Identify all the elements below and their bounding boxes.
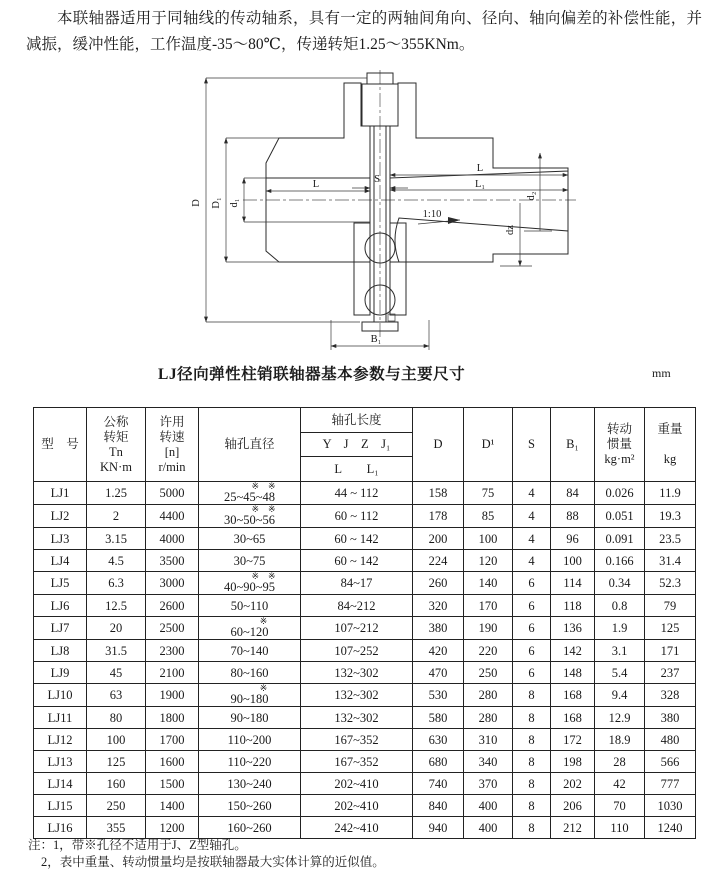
cell-inertia: 70 [595, 795, 645, 817]
parameters-table [33, 407, 696, 839]
cell-D1: 190 [464, 617, 513, 640]
cell-B1: 88 [551, 505, 595, 528]
dim-label-taper: 1:10 [422, 209, 442, 220]
dim-label-L-left: L [312, 179, 320, 190]
cell-bore-length: 107~212 [301, 617, 413, 640]
cell-D: 530 [413, 684, 464, 707]
cell-S: 6 [513, 640, 551, 662]
dim-label-D1: D₁ [211, 197, 222, 209]
cell-weight: 480 [645, 729, 696, 751]
cell-B1: 114 [551, 572, 595, 595]
table-row [34, 751, 696, 773]
cell-model: LJ11 [34, 707, 87, 729]
cell-bore-diameter: 160~260 [199, 817, 301, 839]
cell-B1: 168 [551, 684, 595, 707]
cell-bore-diameter: 50~110 [199, 595, 301, 617]
cell-B1: 206 [551, 795, 595, 817]
cell-speed: 3500 [146, 550, 199, 572]
cell-inertia: 18.9 [595, 729, 645, 751]
cell-model: LJ9 [34, 662, 87, 684]
header-D1: D¹ [464, 408, 513, 482]
cell-bore-length: 132~302 [301, 662, 413, 684]
cell-torque: 250 [87, 795, 146, 817]
cell-D1: 100 [464, 528, 513, 550]
cell-B1: 198 [551, 751, 595, 773]
header-inertia: 转动 惯量 kg·m² [595, 408, 645, 482]
cell-speed: 2500 [146, 617, 199, 640]
cell-model: LJ16 [34, 817, 87, 839]
cell-D: 740 [413, 773, 464, 795]
cell-B1: 168 [551, 707, 595, 729]
cell-torque: 3.15 [87, 528, 146, 550]
cell-inertia: 28 [595, 751, 645, 773]
cell-bore-length: 202~410 [301, 773, 413, 795]
cell-B1: 142 [551, 640, 595, 662]
cell-bore-length: 202~410 [301, 795, 413, 817]
cell-weight: 1030 [645, 795, 696, 817]
header-bore-length-types: Y J Z J₁ [301, 433, 412, 457]
cell-B1: 202 [551, 773, 595, 795]
cell-model: LJ2 [34, 505, 87, 528]
dim-label-d2: d₂ [526, 191, 537, 201]
cell-model: LJ12 [34, 729, 87, 751]
table-title: LJ径向弹性柱销联轴器基本参数与主要尺寸 [158, 366, 466, 383]
pin-plate-left [354, 223, 370, 315]
table-row [34, 684, 696, 707]
cell-D: 470 [413, 662, 464, 684]
footnotes [28, 837, 385, 871]
cell-S: 4 [513, 550, 551, 572]
cell-B1: 84 [551, 482, 595, 505]
cell-bore-diameter: ※ 90~180 [199, 684, 301, 707]
cell-speed: 1600 [146, 751, 199, 773]
cell-S: 6 [513, 662, 551, 684]
cell-torque: 4.5 [87, 550, 146, 572]
cell-D: 224 [413, 550, 464, 572]
cell-D: 840 [413, 795, 464, 817]
cell-bore-diameter: ※ ※ 30~50~56 [199, 505, 301, 528]
header-bore-length-title: 轴孔长度 [301, 408, 412, 433]
header-weight: 重量 kg [645, 408, 696, 482]
cell-D: 260 [413, 572, 464, 595]
not-for-JZ-marks: ※ [259, 616, 268, 626]
table-row [34, 729, 696, 751]
cell-torque: 6.3 [87, 572, 146, 595]
cell-S: 6 [513, 572, 551, 595]
table-row [34, 482, 696, 505]
coupling-section-drawing [148, 68, 578, 363]
cell-torque: 20 [87, 617, 146, 640]
cell-D: 420 [413, 640, 464, 662]
cell-torque: 125 [87, 751, 146, 773]
cell-model: LJ10 [34, 684, 87, 707]
cell-speed: 2300 [146, 640, 199, 662]
cell-bore-length: 107~252 [301, 640, 413, 662]
not-for-JZ-marks: ※ ※ [251, 504, 276, 514]
table-row [34, 773, 696, 795]
pin-plate-right [390, 223, 406, 315]
cell-D1: 250 [464, 662, 513, 684]
header-S: S [513, 408, 551, 482]
not-for-JZ-marks: ※ ※ [251, 481, 276, 491]
table-row [34, 707, 696, 729]
cell-B1: 96 [551, 528, 595, 550]
cell-speed: 1900 [146, 684, 199, 707]
dim-label-D: D [191, 199, 202, 207]
cell-speed: 1500 [146, 773, 199, 795]
cell-speed: 1400 [146, 795, 199, 817]
cell-inertia: 3.1 [595, 640, 645, 662]
pin-rod [374, 126, 386, 322]
cell-D: 380 [413, 617, 464, 640]
cell-bore-diameter: ※ 60~120 [199, 617, 301, 640]
cell-speed: 5000 [146, 482, 199, 505]
cell-D: 940 [413, 817, 464, 839]
cell-S: 8 [513, 773, 551, 795]
cell-inertia: 0.34 [595, 572, 645, 595]
cell-weight: 237 [645, 662, 696, 684]
cell-bore-diameter: 80~160 [199, 662, 301, 684]
cell-B1: 172 [551, 729, 595, 751]
left-flange-section [266, 83, 370, 178]
cell-D1: 280 [464, 684, 513, 707]
cell-bore-length: 167~352 [301, 729, 413, 751]
cell-bore-diameter: 150~260 [199, 795, 301, 817]
dim-label-L1: L₁ [474, 179, 486, 190]
cell-D1: 85 [464, 505, 513, 528]
table-row [34, 595, 696, 617]
cell-D1: 400 [464, 817, 513, 839]
not-for-JZ-marks: ※ ※ [251, 571, 276, 581]
cell-weight: 328 [645, 684, 696, 707]
cell-weight: 125 [645, 617, 696, 640]
cell-bore-length: 44 ~ 112 [301, 482, 413, 505]
cell-D1: 75 [464, 482, 513, 505]
cell-torque: 63 [87, 684, 146, 707]
cell-model: LJ15 [34, 795, 87, 817]
header-torque: 公称 转矩 Tn KN·m [87, 408, 146, 482]
cell-weight: 31.4 [645, 550, 696, 572]
cell-weight: 23.5 [645, 528, 696, 550]
intro-paragraph: 本联轴器适用于同轴线的传动轴系，具有一定的两轴间角向、径向、轴向偏差的补偿性能，并减振，缓冲性能，工作温度-35～80℃，传递转矩1.25～355KNm。 [26, 10, 702, 53]
table-row [34, 640, 696, 662]
cell-bore-length: 242~410 [301, 817, 413, 839]
cell-bore-diameter: 30~65 [199, 528, 301, 550]
cell-D1: 370 [464, 773, 513, 795]
cell-D1: 340 [464, 751, 513, 773]
table-row [34, 550, 696, 572]
cell-bore-length: 84~212 [301, 595, 413, 617]
cell-S: 6 [513, 617, 551, 640]
header-bore-length-LL1: L L₁ [334, 462, 379, 476]
cell-bore-diameter: 90~180 [199, 707, 301, 729]
cell-D1: 140 [464, 572, 513, 595]
cell-torque: 160 [87, 773, 146, 795]
cell-B1: 148 [551, 662, 595, 684]
cell-S: 8 [513, 729, 551, 751]
cell-D1: 120 [464, 550, 513, 572]
cell-inertia: 0.8 [595, 595, 645, 617]
header-bore-length [301, 408, 413, 482]
cell-bore-diameter: 110~220 [199, 751, 301, 773]
cell-torque: 2 [87, 505, 146, 528]
cell-bore-length: 60 ~ 142 [301, 550, 413, 572]
header-model: 型 号 [34, 408, 87, 482]
cell-weight: 19.3 [645, 505, 696, 528]
cell-model: LJ4 [34, 550, 87, 572]
cell-weight: 171 [645, 640, 696, 662]
cell-S: 6 [513, 595, 551, 617]
cell-inertia: 9.4 [595, 684, 645, 707]
table-row [34, 505, 696, 528]
cell-speed: 2100 [146, 662, 199, 684]
cell-bore-diameter: ※ ※ 40~90~95 [199, 572, 301, 595]
cell-D1: 170 [464, 595, 513, 617]
cell-bore-diameter: ※ ※ 25~45~48 [199, 482, 301, 505]
cell-model: LJ7 [34, 617, 87, 640]
cell-weight: 79 [645, 595, 696, 617]
cell-S: 8 [513, 795, 551, 817]
cell-D1: 310 [464, 729, 513, 751]
cell-B1: 118 [551, 595, 595, 617]
cell-bore-length: 60 ~ 112 [301, 505, 413, 528]
dim-label-L-right: L [476, 163, 484, 174]
dim-label-d1: d₁ [229, 198, 240, 208]
cell-D1: 220 [464, 640, 513, 662]
cell-weight: 1240 [645, 817, 696, 839]
cell-weight: 566 [645, 751, 696, 773]
cell-inertia: 0.026 [595, 482, 645, 505]
header-D: D [413, 408, 464, 482]
cell-inertia: 0.166 [595, 550, 645, 572]
dim-label-B1: B₁ [370, 334, 382, 345]
cell-S: 4 [513, 505, 551, 528]
table-row [34, 617, 696, 640]
cell-inertia: 42 [595, 773, 645, 795]
cell-D: 580 [413, 707, 464, 729]
cell-inertia: 0.051 [595, 505, 645, 528]
cell-model: LJ3 [34, 528, 87, 550]
cell-inertia: 5.4 [595, 662, 645, 684]
cell-model: LJ6 [34, 595, 87, 617]
cell-speed: 4400 [146, 505, 199, 528]
cell-weight: 777 [645, 773, 696, 795]
table-row [34, 528, 696, 550]
cell-torque: 1.25 [87, 482, 146, 505]
cell-torque: 12.5 [87, 595, 146, 617]
footnote-2: 2，表中重量、转动惯量均是按联轴器最大实体计算的近似值。 [41, 855, 385, 869]
cell-D: 680 [413, 751, 464, 773]
cell-bore-length: 132~302 [301, 707, 413, 729]
cell-inertia: 12.9 [595, 707, 645, 729]
table-title-row [0, 362, 726, 384]
cell-inertia: 1.9 [595, 617, 645, 640]
cell-bore-length: 60 ~ 142 [301, 528, 413, 550]
cell-model: LJ13 [34, 751, 87, 773]
table-row [34, 795, 696, 817]
footnote-1: 注：1，带※孔径不适用于J、Z型轴孔。 [28, 838, 247, 852]
dim-label-S: S [374, 174, 380, 185]
cell-bore-diameter: 70~140 [199, 640, 301, 662]
cell-torque: 31.5 [87, 640, 146, 662]
cell-speed: 1800 [146, 707, 199, 729]
cell-torque: 80 [87, 707, 146, 729]
table-header [34, 408, 696, 482]
table-row [34, 817, 696, 839]
cell-weight: 380 [645, 707, 696, 729]
cell-inertia: 110 [595, 817, 645, 839]
cell-torque: 355 [87, 817, 146, 839]
cell-bore-diameter: 30~75 [199, 550, 301, 572]
cell-D: 320 [413, 595, 464, 617]
header-bore-diameter: 轴孔直径 [199, 408, 301, 482]
cell-bore-diameter: 130~240 [199, 773, 301, 795]
cell-model: LJ5 [34, 572, 87, 595]
table-row [34, 662, 696, 684]
cell-bore-length: 132~302 [301, 684, 413, 707]
unit-label: mm [652, 366, 671, 380]
cell-bore-length: 167~352 [301, 751, 413, 773]
right-taper-section [395, 218, 568, 262]
cell-model: LJ8 [34, 640, 87, 662]
cell-speed: 1200 [146, 817, 199, 839]
cell-B1: 100 [551, 550, 595, 572]
cell-D1: 280 [464, 707, 513, 729]
cell-bore-length: 84~17 [301, 572, 413, 595]
table-row [34, 572, 696, 595]
cell-D1: 400 [464, 795, 513, 817]
cell-bore-diameter: 110~200 [199, 729, 301, 751]
cell-model: LJ1 [34, 482, 87, 505]
cell-speed: 3000 [146, 572, 199, 595]
cell-weight: 52.3 [645, 572, 696, 595]
cell-D: 178 [413, 505, 464, 528]
cell-S: 4 [513, 528, 551, 550]
table-body [34, 482, 696, 839]
cell-speed: 1700 [146, 729, 199, 751]
cell-S: 8 [513, 707, 551, 729]
cell-speed: 4000 [146, 528, 199, 550]
cell-D: 630 [413, 729, 464, 751]
header-speed: 许用 转速 [n] r/min [146, 408, 199, 482]
cell-D: 158 [413, 482, 464, 505]
dim-label-dz: dz [505, 225, 516, 235]
not-for-JZ-marks: ※ [259, 683, 268, 693]
cell-speed: 2600 [146, 595, 199, 617]
cell-torque: 100 [87, 729, 146, 751]
cell-model: LJ14 [34, 773, 87, 795]
cell-S: 4 [513, 482, 551, 505]
cell-D: 200 [413, 528, 464, 550]
cell-S: 8 [513, 751, 551, 773]
cell-inertia: 0.091 [595, 528, 645, 550]
cell-S: 8 [513, 817, 551, 839]
cell-torque: 45 [87, 662, 146, 684]
cell-B1: 212 [551, 817, 595, 839]
header-B1: B₁ [551, 408, 595, 482]
cell-weight: 11.9 [645, 482, 696, 505]
cell-S: 8 [513, 684, 551, 707]
cell-B1: 136 [551, 617, 595, 640]
